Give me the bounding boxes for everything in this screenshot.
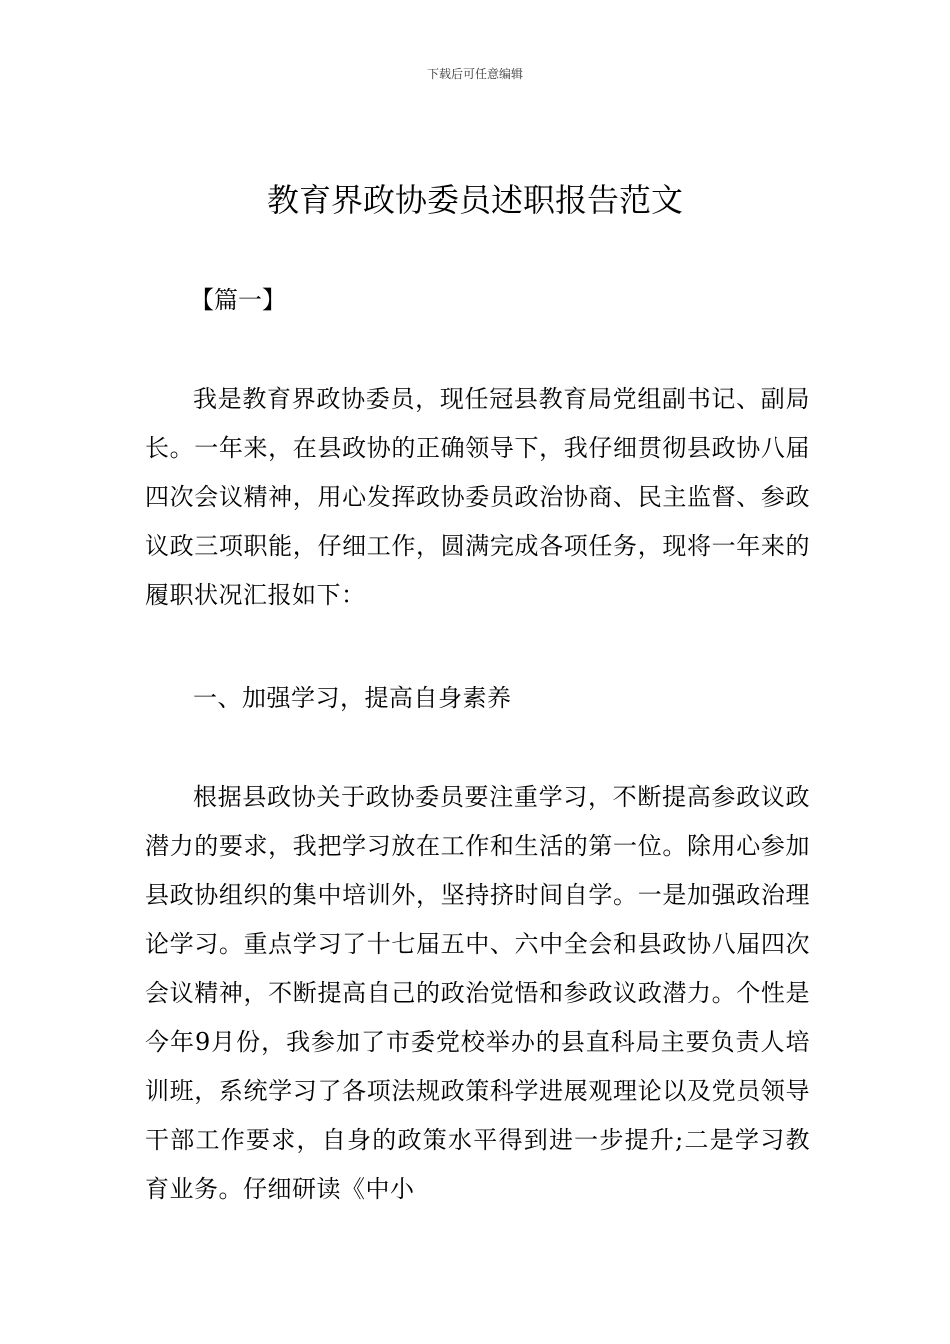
paragraph-study: 根据县政协关于政协委员要注重学习，不断提高参政议政潜力的要求，我把学习放在工作和生活的第一位。除用心参加县政协组织的集中培训外，坚持挤时间自学。一是加强政治理论学习。重点学习了十七届五中、六中全会和县政协八届四次会议精神，不断提高自己的政治觉悟和参政议政潜力。个性是今年9月份，我参加了市委党校举办的县直科局主要负责人培训班，系统学习了各项法规政策科学进展观理论以及党员领导干部工作要求，自身的政策水平得到进一步提升;二是学习教育业务。仔细研读《中小	[145, 783, 810, 1203]
document-title: 教育界政协委员述职报告范文	[266, 181, 683, 219]
section-label: 【篇一】	[190, 286, 286, 314]
header-note: 下载后可任意编辑	[426, 67, 523, 81]
heading-strengthen-study: 一、加强学习，提高自身素养	[193, 684, 512, 712]
paragraph-intro: 我是教育界政协委员，现任冠县教育局党组副书记、副局长。一年来，在县政协的正确领导下，我仔细贯彻县政协八届四次会议精神，用心发挥政协委员政治协商、民主监督、参政议政三项职能，仔细工作，圆满完成各项任务，现将一年来的履职状况汇报如下：	[145, 385, 810, 609]
